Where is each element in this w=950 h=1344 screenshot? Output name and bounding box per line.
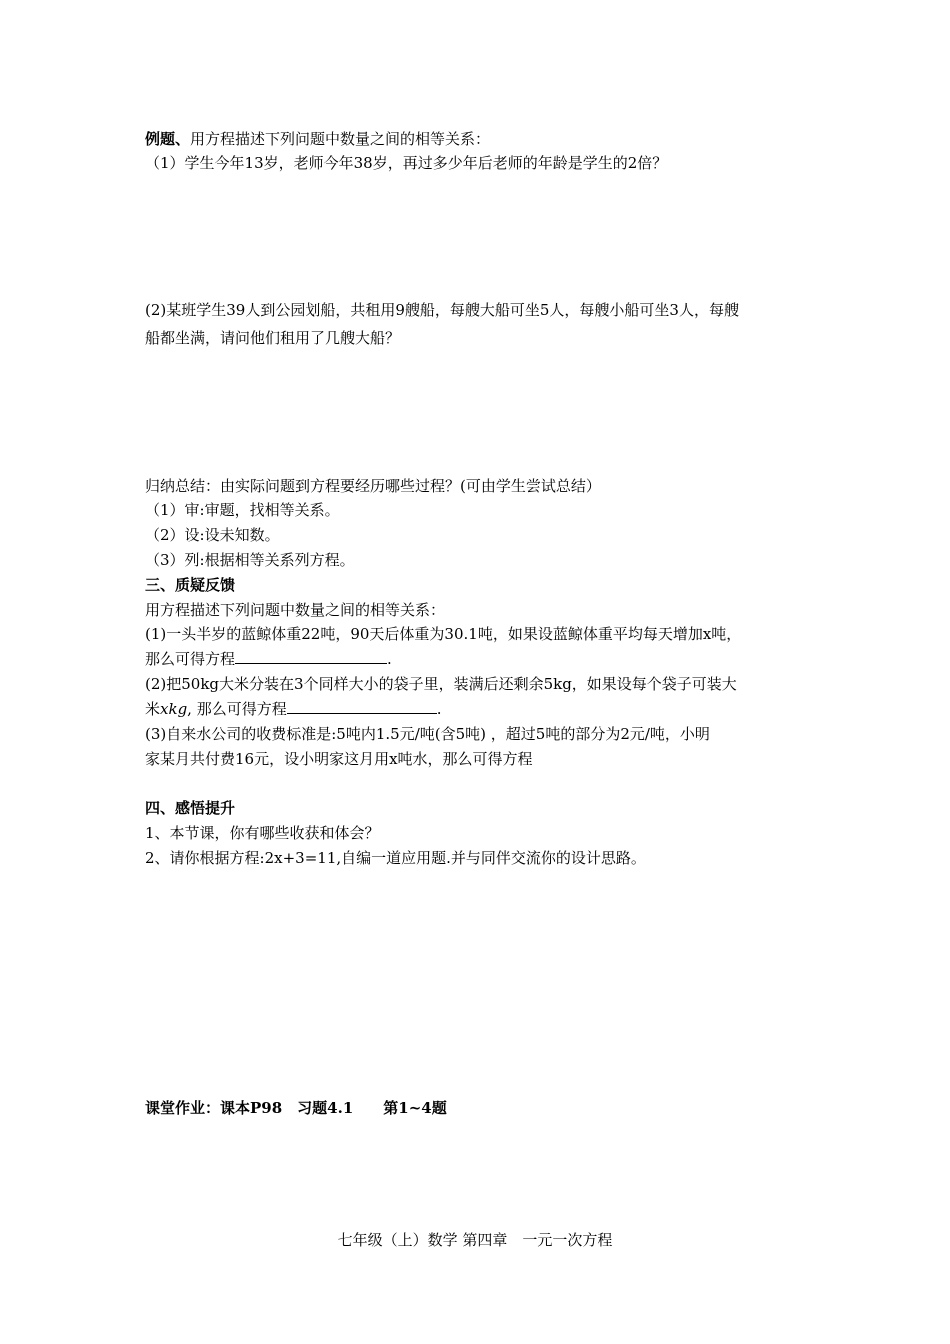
page-footer: 七年级（上）数学 第四章 一元一次方程 (337, 1231, 613, 1249)
example-question-2-line-2: 船都坐满，请问他们租用了几艘大船？ (145, 329, 401, 347)
summary-step-2: （2）设:设未知数。 (145, 526, 280, 544)
example-question-2-line-1: (2)某班学生39人到公园划船，共租用9艘船，每艘大船可坐5人，每艘小船可坐3人，每艘 (145, 301, 739, 319)
problem-2-prefix: 米 (145, 700, 161, 718)
problem-1-suffix: . (387, 650, 392, 668)
homework-line: 课堂作业：课本P98 习题4.1 第1~4题 (145, 1099, 447, 1117)
summary-title: 归纳总结：由实际问题到方程要经历哪些过程？(可由学生尝试总结） (145, 477, 601, 495)
section-4-item-2: 2、请你根据方程:2x+3=11,自编一道应用题.并与同伴交流你的设计思路。 (145, 849, 646, 867)
section-3-heading: 三、质疑反馈 (145, 576, 236, 594)
problem-1-line-1: (1)一头半岁的蓝鲸体重22吨，90天后体重为30.1吨，如果设蓝鲸体重平均每天增加x吨， (145, 625, 742, 643)
section-3-intro: 用方程描述下列问题中数量之间的相等关系： (145, 601, 446, 619)
problem-3-line-2: 家某月共付费16元，设小明家这月用x吨水，那么可得方程 (145, 750, 533, 768)
example-heading-line (145, 127, 815, 151)
summary-step-1: （1）审:审题，找相等关系。 (145, 501, 340, 519)
problem-2-answer-blank[interactable] (287, 697, 437, 714)
problem-2-suffix: . (436, 700, 442, 718)
problem-1-prefix: 那么可得方程 (145, 650, 236, 668)
example-question-1: （1）学生今年13岁，老师今年38岁，再过多少年后老师的年龄是学生的2倍？ (145, 154, 668, 172)
section-4-heading: 四、感悟提升 (145, 799, 236, 817)
problem-2-line-2 (145, 697, 815, 721)
summary-step-3: （3）列:根据相等关系列方程。 (145, 551, 355, 569)
problem-1-line-2 (145, 647, 815, 671)
example-title: 例题、 (145, 130, 191, 148)
problem-1-answer-blank[interactable] (235, 647, 387, 664)
problem-2-line-1: (2)把50kg大米分装在3个同样大小的袋子里，装满后还剩余5kg，如果设每个袋子可装大 (145, 675, 737, 693)
problem-3-line-1: (3)自来水公司的收费标准是:5吨内1.5元/吨(含5吨) ，超过5吨的部分为2元/吨，小明 (145, 725, 710, 743)
example-intro: 用方程描述下列问题中数量之间的相等关系： (190, 130, 491, 148)
problem-2-variable: xkg (160, 700, 188, 718)
problem-2-mid: , 那么可得方程 (187, 700, 287, 718)
section-4-item-1: 1、本节课，你有哪些收获和体会？ (145, 824, 380, 842)
